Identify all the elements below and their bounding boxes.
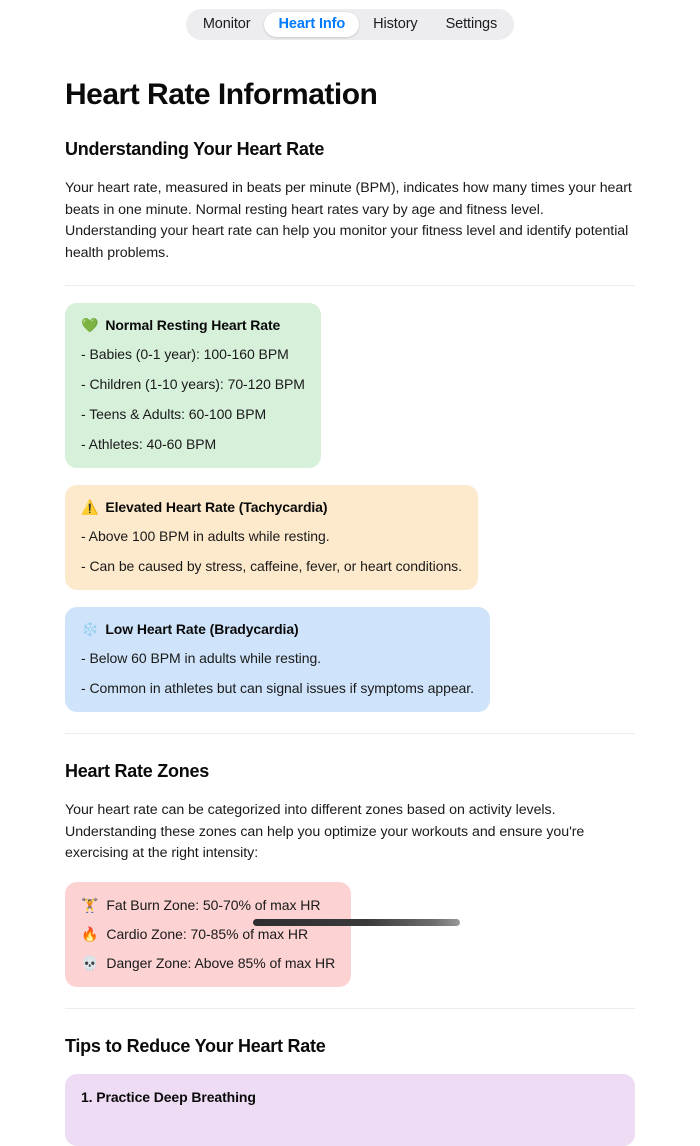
card-low-title: Low Heart Rate (Bradycardia) [105,621,299,637]
green-heart-icon: 💚 [81,317,99,333]
card-elevated-line-threshold: - Above 100 BPM in adults while resting. [81,528,330,544]
section-heading-understanding: Understanding Your Heart Rate [65,139,325,159]
page-title: Heart Rate Information [65,78,378,111]
content-area [0,78,700,1146]
card-low-title-row [81,621,474,637]
card-normal-title: Normal Resting Heart Rate [105,317,281,333]
skull-icon: 💀 [81,954,99,971]
tabbar-container [0,0,700,40]
card-elevated-tachycardia [65,485,478,590]
card-normal-line-teens-adults: - Teens & Adults: 60-100 BPM [81,406,267,422]
tip-item-1: 1. Practice Deep Breathing [81,1088,256,1105]
fire-icon: 🔥 [81,925,99,942]
card-normal-line-athletes: - Athletes: 40-60 BPM [81,436,217,452]
zone-row-cardio [81,925,335,943]
card-low-line-threshold: - Below 60 BPM in adults while resting. [81,650,322,666]
divider-after-zones [65,1008,635,1009]
card-normal-line-babies: - Babies (0-1 year): 100-160 BPM [81,346,289,362]
understanding-paragraph: Your heart rate, measured in beats per minute (BPM), indicates how many times your heart beats in one minute. Normal resting heart rates vary by age and fitness level. Understanding your heart rate can help you monitor your fitness level and identify potential health problems. [65,180,632,261]
zone-label-fat-burn: Fat Burn Zone: 50-70% of max HR [106,896,321,913]
divider-after-cards [65,733,635,734]
card-normal-line-children: - Children (1-10 years): 70-120 BPM [81,376,305,392]
weightlifter-icon: 🏋️ [81,896,99,913]
card-normal-resting [65,303,321,468]
zone-label-danger: Danger Zone: Above 85% of max HR [106,954,336,971]
divider-after-understanding [65,285,635,286]
section-heading-zones: Heart Rate Zones [65,761,210,781]
card-elevated-line-causes: - Can be caused by stress, caffeine, fever, or heart conditions. [81,558,462,574]
card-low-bradycardia [65,607,490,712]
zone-label-cardio: Cardio Zone: 70-85% of max HR [106,925,309,942]
segmented-tabbar [186,9,514,40]
zone-row-fat-burn [81,896,335,914]
zones-paragraph: Your heart rate can be categorized into different zones based on activity levels. Understanding these zones can help you optimize your workouts and ensure you're exercising at the right intensity: [65,802,585,861]
warning-triangle-icon: ⚠️ [81,499,99,515]
tab-heart-info[interactable]: Heart Info [264,12,359,37]
card-elevated-title: Elevated Heart Rate (Tachycardia) [105,499,328,515]
horizontal-scrollbar[interactable] [253,919,460,926]
snowflake-icon: ❄️ [81,621,99,637]
card-low-line-athletes: - Common in athletes but can signal issues if symptoms appear. [81,680,474,696]
card-heart-rate-zones [65,882,351,987]
tab-monitor[interactable]: Monitor [202,16,251,32]
card-tips [65,1074,635,1146]
zone-row-danger [81,954,335,972]
card-elevated-title-row [81,499,462,515]
section-heading-tips: Tips to Reduce Your Heart Rate [65,1035,326,1056]
tab-settings[interactable]: Settings [445,16,498,32]
card-normal-title-row [81,317,305,333]
tab-history[interactable]: History [373,16,418,32]
